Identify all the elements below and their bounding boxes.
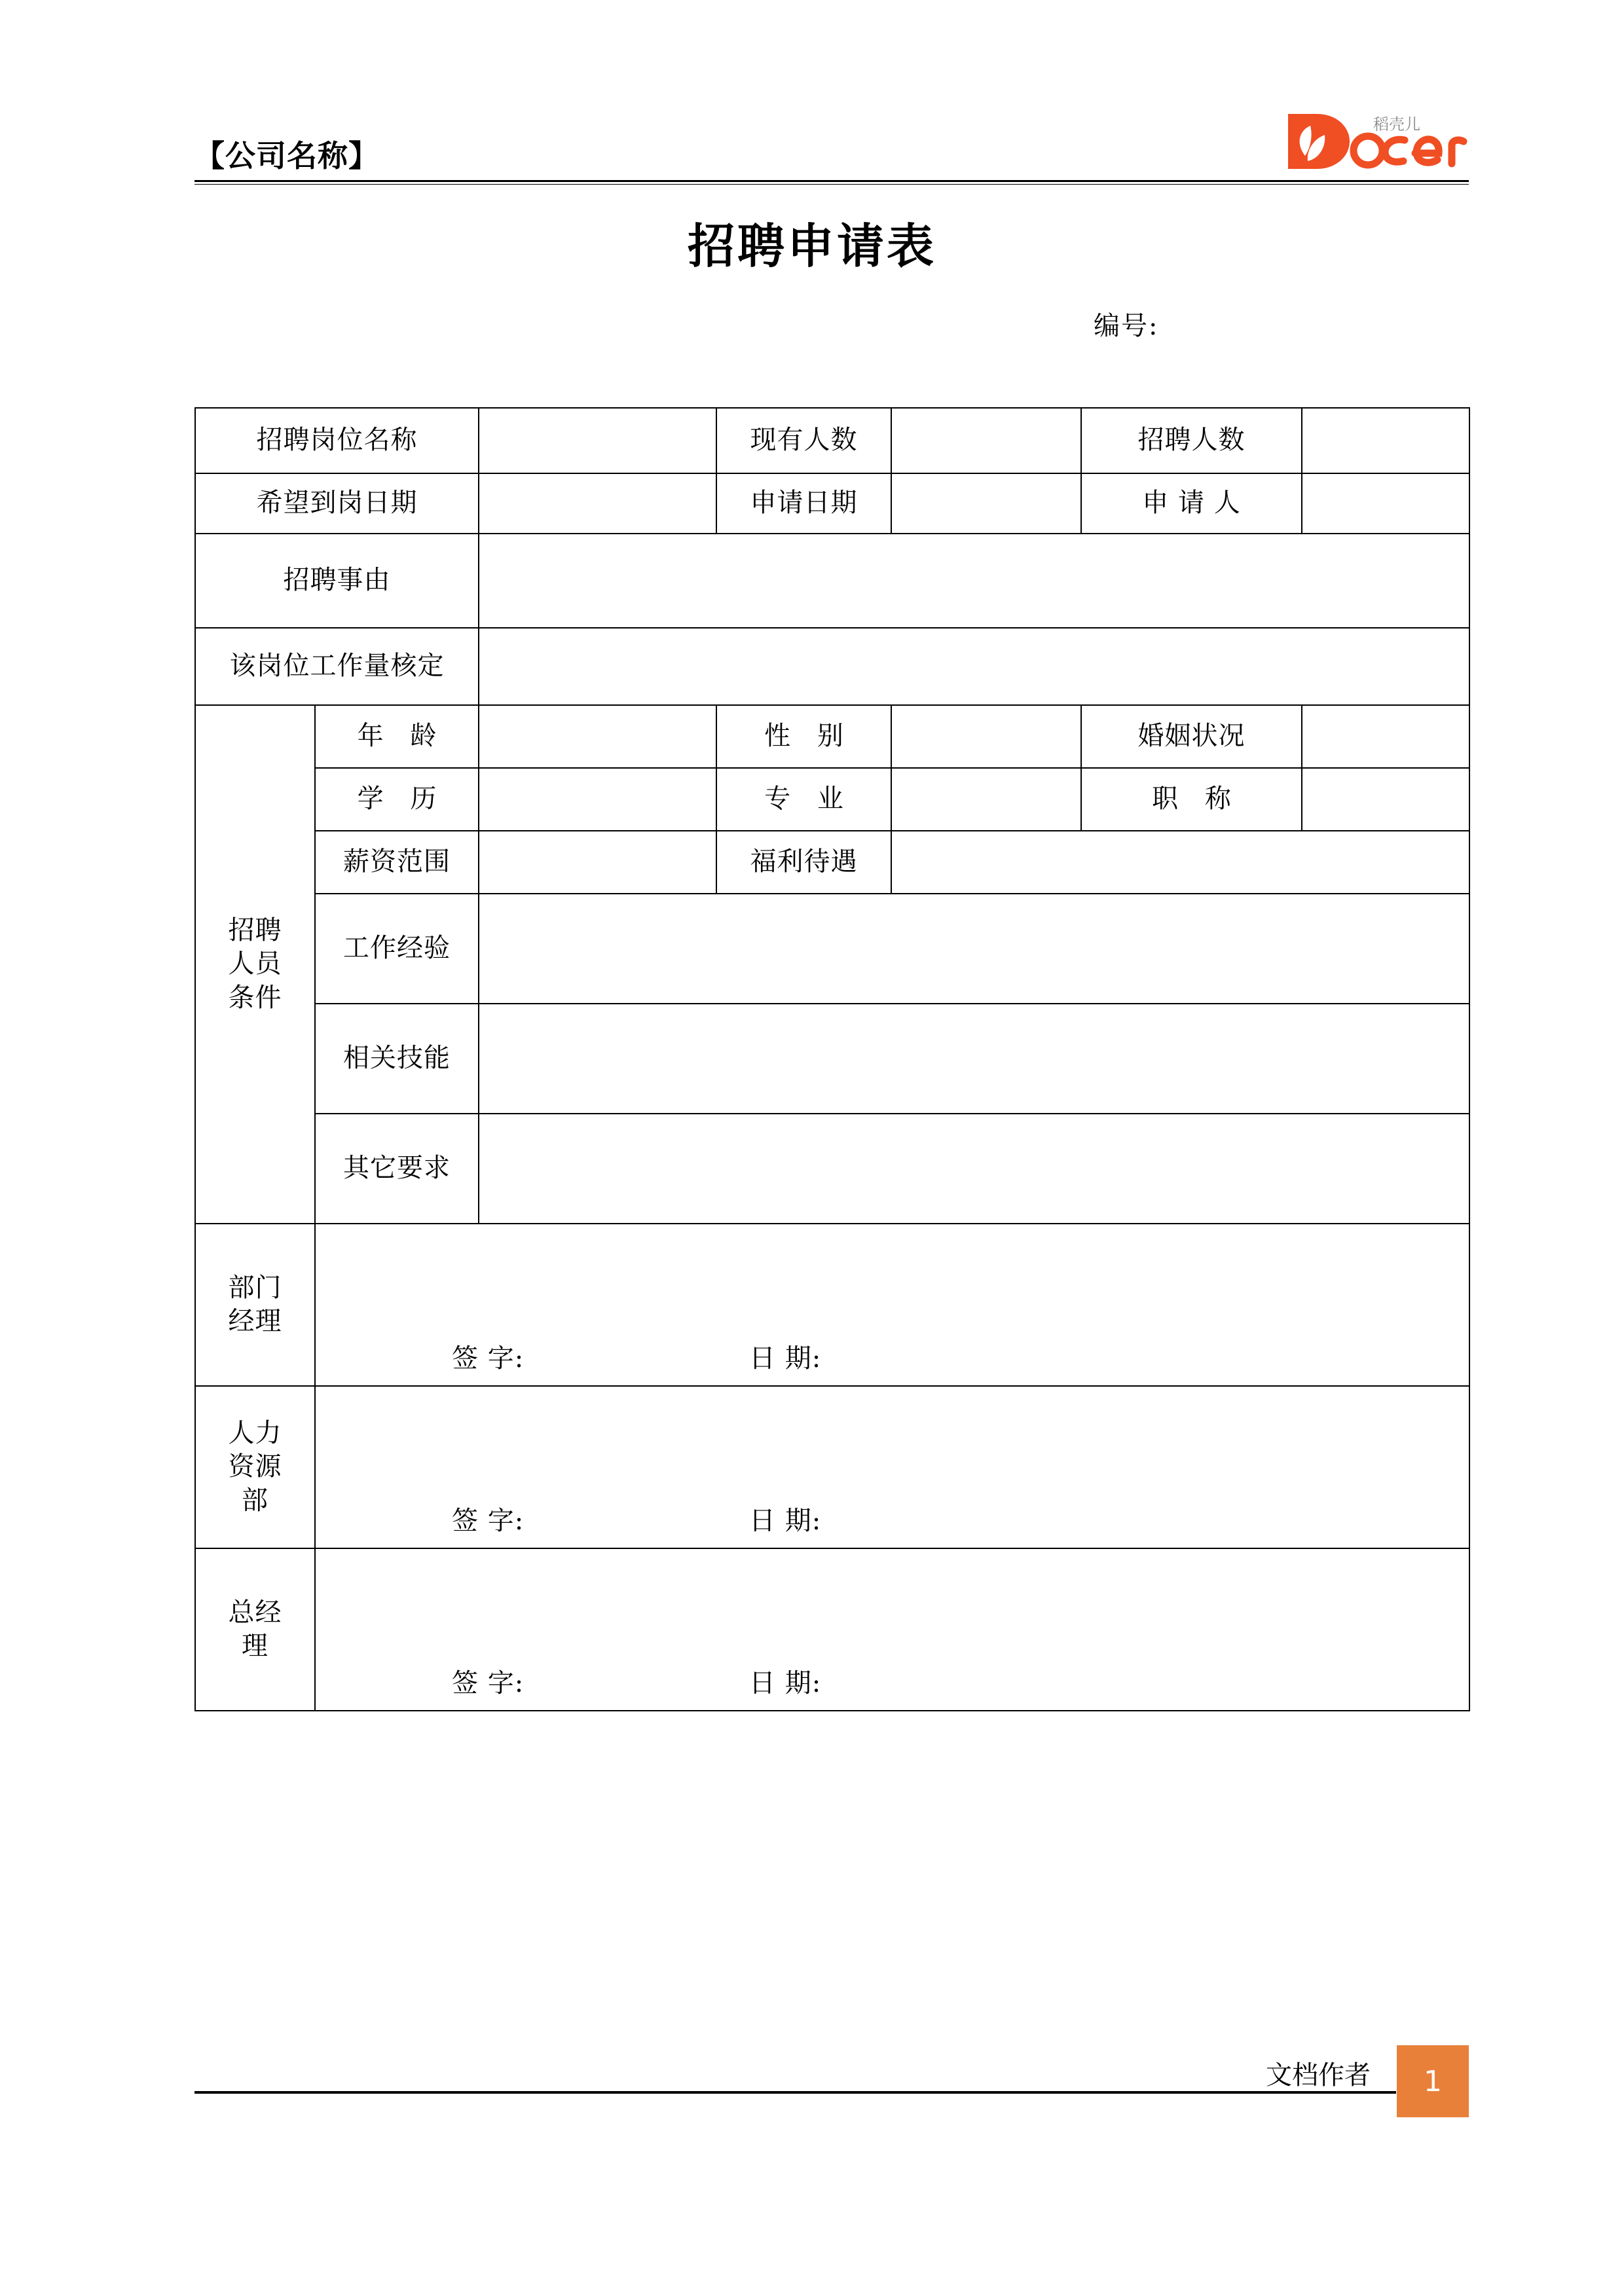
table-row (195, 473, 1469, 534)
table-row (195, 408, 1469, 473)
job-title-label: 招聘岗位名称 (195, 408, 479, 473)
header-divider (194, 180, 1469, 185)
signature-label: 签 字: (452, 1506, 525, 1536)
salary-value[interactable] (479, 831, 716, 894)
signature-label: 签 字: (452, 1668, 525, 1698)
approval-label-line-2: 理 (242, 1631, 268, 1661)
expected-date-value[interactable] (479, 473, 716, 534)
recruit-reason-value[interactable] (479, 534, 1469, 628)
approval-label-line-1: 总经 (228, 1597, 282, 1628)
salary-label: 薪资范围 (315, 831, 479, 894)
age-label: 年 龄 (315, 705, 479, 768)
approval-area-dept-manager[interactable] (315, 1224, 1469, 1386)
benefits-label: 福利待遇 (716, 831, 891, 894)
approval-label-hr-dept (195, 1386, 315, 1548)
existing-count-label: 现有人数 (716, 408, 891, 473)
major-label: 专 业 (716, 768, 891, 831)
approval-area-hr-dept[interactable] (315, 1386, 1469, 1548)
apply-date-value[interactable] (891, 473, 1081, 534)
date-label: 日 期: (749, 1668, 822, 1698)
conditions-label-line-3: 条件 (228, 982, 282, 1013)
approval-label-dept-manager (195, 1224, 315, 1386)
page-footer (194, 2054, 1469, 2133)
conditions-section-label (195, 705, 315, 1224)
experience-value[interactable] (479, 894, 1469, 1004)
other-req-value[interactable] (479, 1114, 1469, 1224)
table-row (195, 628, 1469, 705)
skills-label: 相关技能 (315, 1004, 479, 1114)
marital-label: 婚姻状况 (1081, 705, 1302, 768)
skills-value[interactable] (479, 1004, 1469, 1114)
workload-label: 该岗位工作量核定 (195, 628, 479, 705)
approval-area-general-manager[interactable] (315, 1548, 1469, 1711)
date-label: 日 期: (749, 1343, 822, 1374)
recruitment-form-table (194, 407, 1470, 1711)
date-label: 日 期: (749, 1506, 822, 1536)
existing-count-value[interactable] (891, 408, 1081, 473)
table-row (195, 831, 1469, 894)
approval-label-line-3: 部 (242, 1485, 268, 1516)
workload-value[interactable] (479, 628, 1469, 705)
gender-label: 性 别 (716, 705, 891, 768)
job-title-value[interactable] (479, 408, 716, 473)
approval-label-general-manager (195, 1548, 315, 1711)
page-header (194, 85, 1469, 190)
gender-value[interactable] (891, 705, 1081, 768)
table-row (195, 1004, 1469, 1114)
svg-text:稻壳儿: 稻壳儿 (1373, 115, 1420, 134)
apply-date-label: 申请日期 (716, 473, 891, 534)
page-number-badge: 1 (1397, 2045, 1469, 2117)
approval-label-line-1: 人力 (228, 1418, 282, 1449)
major-value[interactable] (891, 768, 1081, 831)
signature-label: 签 字: (452, 1343, 525, 1374)
conditions-label-line-1: 招聘 (228, 915, 282, 946)
applicant-value[interactable] (1302, 473, 1469, 534)
table-row (195, 768, 1469, 831)
table-row (195, 534, 1469, 628)
footer-author: 文档作者 (1266, 2060, 1371, 2090)
recruit-count-value[interactable] (1302, 408, 1469, 473)
benefits-value[interactable] (891, 831, 1469, 894)
education-value[interactable] (479, 768, 716, 831)
applicant-label: 申 请 人 (1081, 473, 1302, 534)
experience-label: 工作经验 (315, 894, 479, 1004)
recruit-count-label: 招聘人数 (1081, 408, 1302, 473)
marital-value[interactable] (1302, 705, 1469, 768)
conditions-label-line-2: 人员 (228, 949, 282, 979)
signature-row (316, 1504, 1469, 1539)
table-row (195, 1224, 1469, 1386)
table-row (195, 894, 1469, 1004)
job-rank-label: 职 称 (1081, 768, 1302, 831)
job-rank-value[interactable] (1302, 768, 1469, 831)
table-row (195, 1548, 1469, 1711)
table-row (195, 705, 1469, 768)
recruit-reason-label: 招聘事由 (195, 534, 479, 628)
signature-row (316, 1667, 1469, 1701)
page-title: 招聘申请表 (687, 218, 936, 274)
company-name: 【公司名称】 (194, 138, 379, 173)
other-req-label: 其它要求 (315, 1114, 479, 1224)
table-row (195, 1114, 1469, 1224)
doc-number-label: 编号: (1094, 311, 1159, 341)
education-label: 学 历 (315, 768, 479, 831)
docer-logo-icon (1276, 101, 1473, 173)
approval-label-line-2: 经理 (228, 1306, 282, 1336)
approval-label-line-2: 资源 (228, 1451, 282, 1482)
expected-date-label: 希望到岗日期 (195, 473, 479, 534)
table-row (195, 1386, 1469, 1548)
footer-divider (194, 2091, 1396, 2094)
signature-row (316, 1342, 1469, 1376)
age-value[interactable] (479, 705, 716, 768)
approval-label-line-1: 部门 (228, 1272, 282, 1303)
